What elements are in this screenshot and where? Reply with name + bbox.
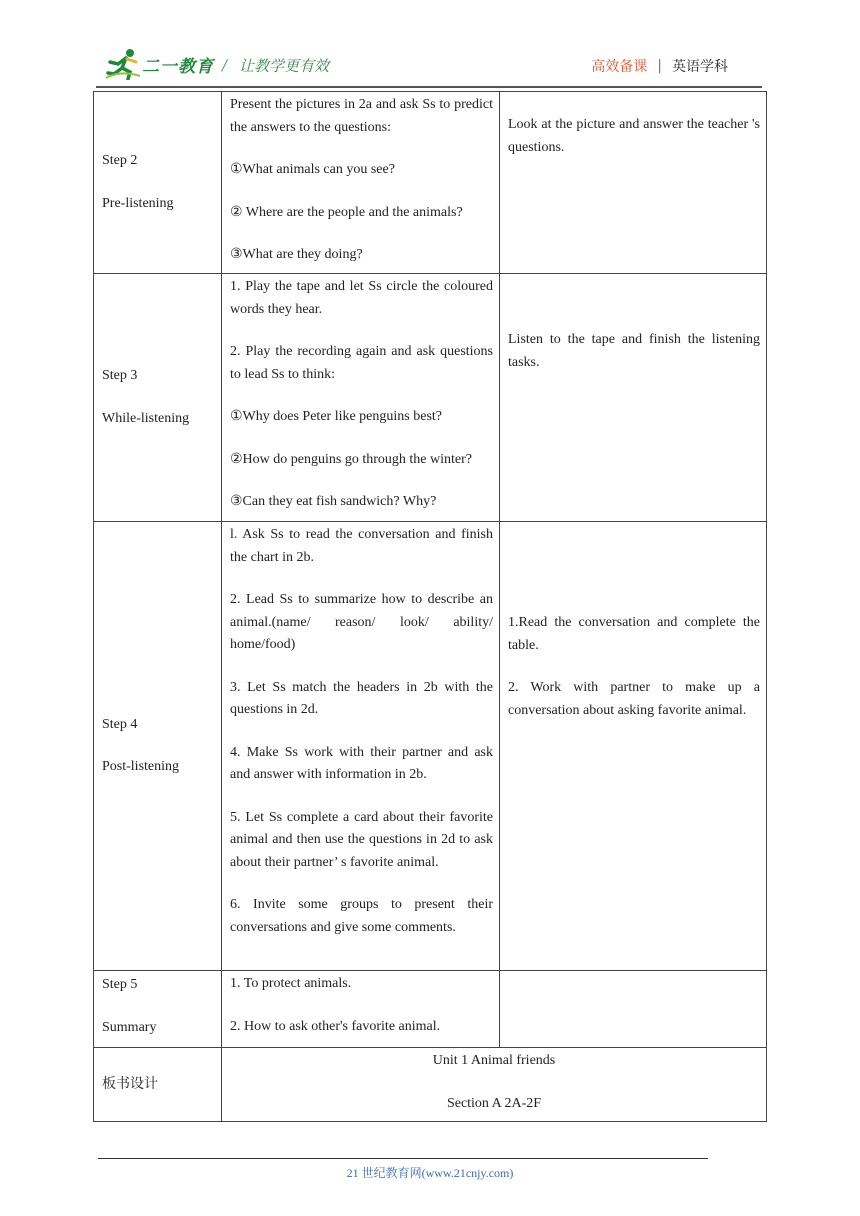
teacher-activity: 2. Lead Ss to summarize how to describe an animal.(name/ reason/ look/ ability/ home/food) xyxy=(230,592,493,652)
teacher-activity: 2. How to ask other's favorite animal. xyxy=(230,1018,441,1034)
table-row xyxy=(94,971,767,1048)
table-row xyxy=(94,522,767,971)
table-row xyxy=(94,274,767,522)
teacher-activity-cell xyxy=(222,522,500,971)
student-activity-cell xyxy=(500,92,767,274)
table-row xyxy=(94,92,767,274)
header-tag-efficient: 高效备课 xyxy=(591,59,648,75)
step-cell xyxy=(94,274,222,522)
page-header xyxy=(0,0,860,92)
step-number: Step 4 xyxy=(102,716,138,732)
teacher-activity: Present the pictures in 2a and ask Ss to predict the answers to the questions: xyxy=(230,97,493,135)
teacher-activity-cell xyxy=(222,971,500,1048)
header-right xyxy=(591,56,728,76)
step-number: Step 5 xyxy=(102,977,138,992)
student-activity: 2. Work with partner to make up a conversation about asking favorite animal. xyxy=(508,680,760,718)
footer-rule xyxy=(98,1158,708,1159)
runner-logo-icon xyxy=(106,48,140,80)
student-activity: 1.Read the conversation and complete the table. xyxy=(508,615,760,653)
teacher-activity: 2. Play the recording again and ask questions to lead Ss to think: xyxy=(230,344,493,382)
step-stage: While-listening xyxy=(102,410,190,426)
teacher-activity: 6. Invite some groups to present their conversations and give some comments. xyxy=(230,897,493,935)
teacher-activity: ③Can they eat fish sandwich? Why? xyxy=(230,494,437,509)
step-cell xyxy=(94,92,222,274)
header-tag-subject: 英语学科 xyxy=(672,59,728,75)
header-divider: | xyxy=(657,58,662,74)
teacher-activity: 4. Make Ss work with their partner and ask and answer with information in 2b. xyxy=(230,744,493,782)
board-unit-title: Unit 1 Animal friends xyxy=(432,1053,556,1068)
table-row xyxy=(94,1048,767,1122)
footer-text: 21 世纪教育网(www.21cnjy.com) xyxy=(346,1166,514,1180)
student-activity-cell xyxy=(500,971,767,1048)
teacher-activity: ③What are they doing? xyxy=(230,247,363,262)
teacher-activity: 5. Let Ss complete a card about their favorite animal and then use the questions in 2d to ask about their partner’ s favorite animal. xyxy=(230,809,493,870)
teacher-activity: ①Why does Peter like penguins best? xyxy=(230,409,443,424)
slogan-separator: / xyxy=(222,56,228,74)
step-number: Step 3 xyxy=(102,368,138,383)
board-label: 板书设计 xyxy=(102,1075,158,1092)
step-cell xyxy=(94,522,222,971)
step-stage: Summary xyxy=(102,1019,157,1035)
header-rule xyxy=(96,86,762,88)
step-number: Step 2 xyxy=(102,153,138,168)
slogan: 让教学更有效 xyxy=(239,57,330,75)
student-activity: Look at the picture and answer the teacher 's questions. xyxy=(508,117,760,155)
step-stage: Pre-listening xyxy=(102,195,174,211)
student-activity-cell xyxy=(500,522,767,971)
logo-text: 二一教育 xyxy=(142,56,214,77)
student-activity: Listen to the tape and finish the listening tasks. xyxy=(508,332,760,370)
step-cell xyxy=(94,971,222,1048)
teacher-activity: ①What animals can you see? xyxy=(230,162,395,177)
student-activity-cell xyxy=(500,274,767,522)
teacher-activity: ②How do penguins go through the winter? xyxy=(230,451,472,467)
teacher-activity: ② Where are the people and the animals? xyxy=(230,204,463,220)
board-content-cell xyxy=(222,1048,767,1122)
board-section-title: Section A 2A-2F xyxy=(446,1095,542,1111)
teacher-activity-cell xyxy=(222,274,500,522)
logo xyxy=(106,47,214,81)
teacher-activity: 1. Play the tape and let Ss circle the coloured words they hear. xyxy=(230,279,493,317)
teacher-activity: l. Ask Ss to read the conversation and finish the chart in 2b. xyxy=(230,527,493,565)
teacher-activity: 1. To protect animals. xyxy=(230,976,352,991)
board-label-cell xyxy=(94,1048,222,1122)
teacher-activity-cell xyxy=(222,92,500,274)
step-stage: Post-listening xyxy=(102,759,180,774)
teacher-activity: 3. Let Ss match the headers in 2b with the questions in 2d. xyxy=(230,679,493,717)
lesson-plan-table xyxy=(93,91,767,1122)
